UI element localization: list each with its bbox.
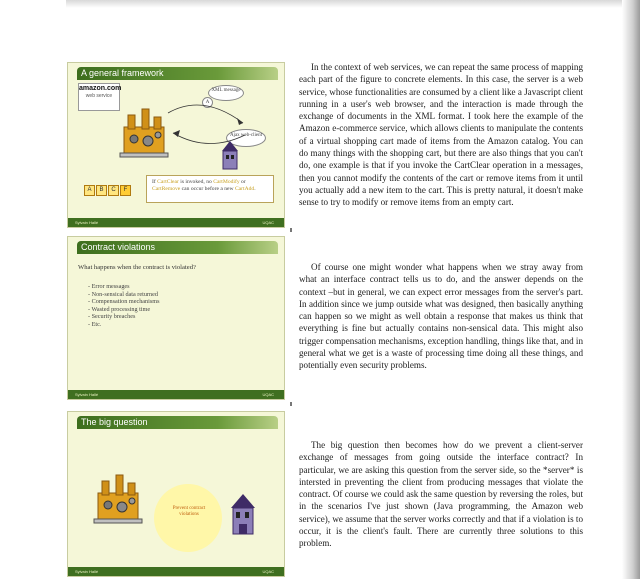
sequence-cell: B — [96, 185, 107, 196]
list-item-text: Etc. — [91, 320, 102, 328]
note-text: or — [239, 179, 246, 185]
footer-affiliation: UQAC — [262, 569, 274, 574]
circle-label: Prevent contract violations — [172, 506, 206, 517]
list-item: - Compensation mechanisms — [88, 298, 160, 305]
slide-footer — [68, 390, 284, 399]
note-operation: CartClear — [157, 179, 179, 185]
footer-author: Sylvain Hallé — [75, 392, 99, 397]
sequence-cell: A — [84, 185, 95, 196]
left-margin — [0, 0, 66, 579]
note-text: can occur before a new — [180, 186, 235, 192]
castle-client-icon — [220, 141, 240, 171]
prevent-violations-circle — [154, 484, 222, 552]
message-sequence — [84, 185, 132, 196]
list-item: - Security breaches — [88, 313, 136, 320]
slide-footer — [68, 567, 284, 576]
list-item-text: Compensation mechanisms — [91, 298, 160, 305]
list-item: - Etc. — [88, 320, 102, 328]
paragraph-web-services — [299, 61, 583, 209]
slide-title: Contract violations — [77, 241, 278, 254]
xml-message-bubble: XML message — [208, 85, 244, 101]
list-item: - Non-sensical data returned — [88, 290, 158, 298]
amazon-web-service-box — [78, 83, 120, 111]
slide-big-question — [67, 411, 285, 577]
paragraph-text: Of course one might wonder what happens when we stray away from what an interface contract tells us to do, and the answer depends on the context –but in general, we can expect error messages from the server's part. In addition since we jump outside what was designed, then basically anything can happen so we might as well obtain a response that makes us think that everything is fine but actually contains non-sensical data. This might also trigger compensation mechanisms, exception handling, things like that, and in general what we get is a waste of processing time doing all these things, and potentially even security problems. — [299, 262, 583, 371]
note-operation: CartRemove — [152, 186, 181, 192]
footer-affiliation: UQAC — [262, 220, 274, 225]
slide-title: The big question — [77, 416, 278, 429]
factory-server-icon — [90, 467, 150, 527]
paragraph-text: In the context of web services, we can repeat the same process of mapping each part of the figure to concrete elements. In this case, the server is a web service, whose functionalities are consumed by a client like a Javascript client running in a user's web browser, and the interaction is made through the exchange of documents in the XML format. I took here the example of the Amazon e-commerce service, which allows clients to manipulate the contents of a virtual shopping cart made of items from the Amazon catalog. You can do many things with the shopping cart, but there are also things that you can't do, one example is that if you invoke the CartClear operation in a messages, then you cannot modify the contents of the cart or remove items from it until you actually add a new item to the cart. This is pretty natural, it doesn't make sense to try to modify or remove items from an empty cart. — [299, 62, 583, 208]
note-text: . — [254, 186, 256, 192]
list-item-text: Wasted processing time — [91, 305, 151, 313]
section-divider — [290, 228, 292, 232]
note-text: is invoked, no — [178, 179, 214, 185]
amazon-subtitle: web service — [85, 93, 113, 99]
paragraph-big-question — [299, 439, 583, 550]
slide-general-framework — [67, 62, 285, 228]
a-bubble: A — [202, 97, 213, 108]
footer-author: Sylvain Hallé — [75, 220, 99, 225]
list-item: - Wasted processing time — [88, 305, 151, 313]
note-operation: CartAdd — [234, 186, 255, 192]
footer-author: Sylvain Hallé — [75, 569, 99, 574]
castle-client-icon — [228, 494, 258, 536]
slide-footer — [68, 218, 284, 227]
ajax-client-bubble: Ajax web-client — [226, 129, 266, 147]
note-text: If — [152, 179, 158, 185]
sequence-cell: C — [108, 185, 119, 196]
section-divider — [290, 402, 292, 406]
list-item: - Error messages — [88, 283, 130, 290]
list-item-text: Non-sensical data returned — [91, 290, 158, 298]
contract-rule-note — [146, 175, 274, 203]
violation-list — [88, 283, 160, 328]
paragraph-text: The big question then becomes how do we prevent a client-server exchange of messages from going outside the interface contract? In particular, we are asking this question from the server side, so the *server* is intersted in preventing the client from producing messages that violate the contract. Of course we could ask the same question by reversing the roles, but in the scenarios I've just shown (Java programming, the Amazon web service), we assume that the server works correctly and that if a violation is to occur, it is the client's fault. There are currently three solutions to this problem. — [299, 440, 583, 549]
list-item-text: Security breaches — [91, 313, 136, 320]
page-top-shadow — [0, 0, 640, 8]
slide-title: A general framework — [77, 67, 278, 80]
note-operation: CartModify — [213, 179, 240, 185]
page-right-shadow — [622, 0, 640, 579]
list-item-text: Error messages — [91, 283, 130, 290]
slide-question: What happens when the contract is violated? — [78, 264, 196, 271]
amazon-logo: amazon.com — [79, 85, 122, 92]
footer-affiliation: UQAC — [262, 392, 274, 397]
sequence-cell: F — [120, 185, 131, 196]
slide-contract-violations — [67, 236, 285, 400]
paragraph-contract-violations — [299, 261, 583, 372]
